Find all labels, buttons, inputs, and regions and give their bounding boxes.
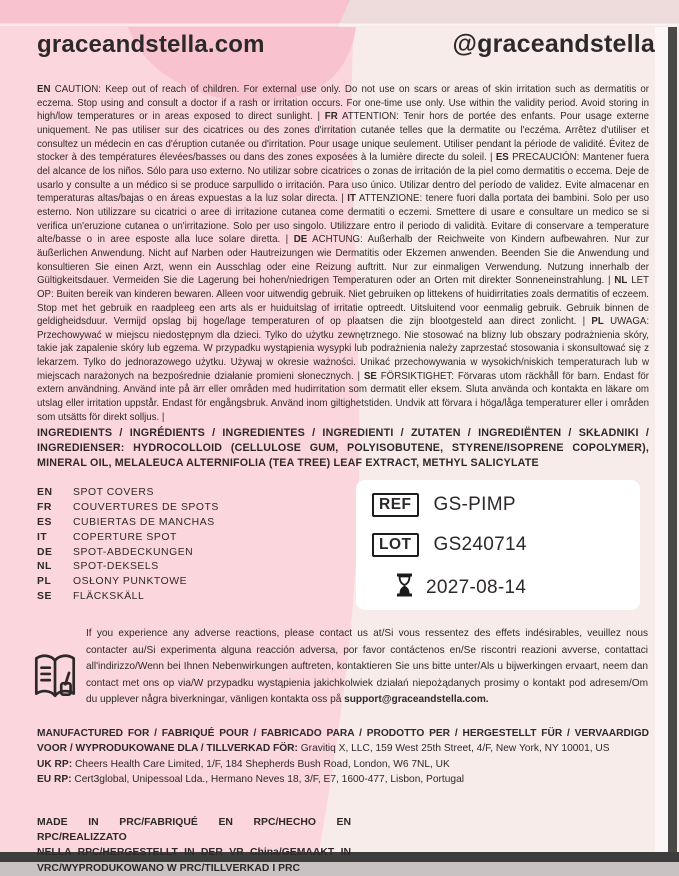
caution-segment: CAUTION: Keep out of reach of children. For external use only. Do not use on scars or areas of skin irritation such as dermatitis or eczema. Stop using and consult a doctor if a rash or irritation occurs. For one-time use only. Use within the validity period. Avoid storing in high/low temperatures or in areas exposed to direct sunlight. | xyxy=(37,84,649,123)
language-code: PL xyxy=(591,316,604,328)
product-name-label: COUVERTURES DE SPOTS xyxy=(73,501,219,513)
product-name-row xyxy=(37,532,219,547)
manufactured-for-line xyxy=(37,726,649,757)
language-code: NL xyxy=(37,561,52,573)
eu-rp-value: Cert3global, Unipessoal Lda., Hermano Neves 18, 3/F, E7, 1600-477, Lisbon, Portugal xyxy=(74,774,464,786)
instructions-booklet-icon xyxy=(33,649,77,708)
made-in-line: MADE IN PRC/FABRIQUÉ EN RPC/HECHO EN RPC/REALIZZATO xyxy=(37,817,351,844)
product-name-row xyxy=(37,547,219,562)
language-code: PL xyxy=(37,576,52,588)
product-name-row xyxy=(37,561,219,576)
ref-lot-card xyxy=(356,480,640,610)
lot-row xyxy=(372,533,527,557)
language-code: FR xyxy=(324,111,338,123)
product-name-label: CUBIERTAS DE MANCHAS xyxy=(73,516,215,528)
ingredients-text: INGREDIENTS / INGRÉDIENTS / INGREDIENTES / INGREDIENTI / ZUTATEN / INGREDIËNTEN / SKŁADNIKI / INGREDIENSER: HYDROCOLLOID (CELLULOSE GUM, POLYISOBUTENE, STYRENE/ISOPRENE COPOLYMER), MINERAL OIL, MELALEUCA ALTERNIFOLIA (TEA TREE) LEAF EXTRACT, METHYL SALICYLATE xyxy=(37,427,649,469)
caution-segment: ATTENTION: Tenir hors de portée des enfants. Pour usage externe uniquement. Ne pas utiliser sur des cicatrices ou des zones d'irritation cutanée telles que la dermatite ou l'eczéma. Arrêtez d'utiliser et consultez un médecin en cas d'éruption cutanée ou d'irritation. Pour usage unique seulement. Utiliser pendant la période de validité. Évitez de stocker à des températures élevées/basses ou dans des zones exposées à la lumière directe du soleil. | xyxy=(37,111,649,164)
product-name-row xyxy=(37,591,219,606)
manufactured-for-value: Gravitiq X, LLC, 159 West 25th Street, 4/F, New York, NY 10001, US xyxy=(300,743,610,755)
caution-segment: ATTENZIONE: tenere fuori dalla portata dei bambini. Solo per uso esterno. Non utilizzare su cicatrici o aree di irritazione cutanea come dermatiti o eczemi. Smettere di usare e consultare un medico se si verifica un'eruzione cutanea o un'irritazione. Solo per uso singolo. Utilizzare entro il periodo di validità. Evitare di conservare a temperature alte/basse o in aree esposte alla luce solare diretta. | xyxy=(37,193,649,246)
caution-segment: ACHTUNG: Außerhalb der Reichweite von Kindern aufbewahren. Nur zur äußerlichen Anwendung. Nicht auf Narben oder Hautreizungen wie Dermatitis oder Ekzemen anwenden. Beenden Sie die Anwendung und konsultieren Sie einen Arzt, wenn ein Ausschlag oder eine Reizung auftritt. Nur zur einmaligen Verwendung. Nutzung innerhalb der Gültigkeitsdauer. Vermeiden Sie die Lagerung bei hohen/niedrigen Temperaturen oder an Orten mit direkter Sonneneinstrahlung. | xyxy=(37,234,649,287)
support-email: support@graceandstella.com. xyxy=(344,694,489,706)
made-in-line: NELLA RPC/HERGESTELLT IN DER VR China/GEMAAKT IN xyxy=(37,847,351,859)
ref-row xyxy=(372,493,516,517)
social-handle: @graceandstella xyxy=(452,30,655,58)
manufacturer-block xyxy=(37,726,649,788)
made-in-block xyxy=(37,815,351,876)
uk-rp-line xyxy=(37,757,649,772)
language-code: FR xyxy=(37,501,52,513)
eu-rp-line xyxy=(37,772,649,787)
product-name-row xyxy=(37,576,219,591)
language-code: ES xyxy=(495,152,509,164)
product-name-label: SPOT-ABDECKUNGEN xyxy=(73,546,194,558)
made-in-line: VRC/WYPRODUKOWANO W PRC/TILLVERKAD I PRC xyxy=(37,862,301,874)
language-code: NL xyxy=(614,275,628,287)
expiry-date: 2027-08-14 xyxy=(426,576,527,598)
lot-symbol: LOT xyxy=(372,533,419,557)
website-url: graceandstella.com xyxy=(37,31,265,58)
caution-segment: FÖRSIKTIGHET: Förvaras utom räckhåll för barn. Endast för extern användning. Använd inte på ärr eller områden med hudirritation som dermatit eller eksem. Sluta använda och kontakta en läkare om utslag eller irritation uppstår. Endast för engångsbruk. Använd inom giltighetstiden. Undvik att förvara i höga/låga temperaturer eller i områden som utsätts för direkt solljus. | xyxy=(37,370,649,423)
product-name-row xyxy=(37,517,219,532)
uk-rp-value: Cheers Health Care Limited, 1/F, 184 Shepherds Bush Road, London, W6 7NL, UK xyxy=(74,758,450,770)
hourglass-icon xyxy=(396,573,413,602)
language-code: IT xyxy=(37,531,48,543)
ref-symbol: REF xyxy=(372,493,419,517)
product-name-label: SPOT COVERS xyxy=(73,487,154,498)
language-code: SE xyxy=(363,370,377,382)
product-name-label: OSŁONY PUNKTOWE xyxy=(73,576,188,588)
caution-segment: UWAGA: Przechowywać w miejscu niedostępnym dla dzieci. Tylko do użytku zewnętrznego. Nie stosować na blizny lub obszary podrażnienia skóry, takie jak zapalenie skóry lub egzema. W przypadku wystąpienia wysypki lub podrażnienia należy zaprzestać stosowania i skonsultować się z lekarzem. Tylko do jednorazowego użytku. Używaj w okresie ważności. Unikać przechowywania w wysokich/niskich temperaturach lub w miejscach narażonych na bezpośrednie działanie promieni słonecznych. | xyxy=(37,316,650,382)
product-name-label: FLÄCKSKÄLL xyxy=(73,591,145,603)
language-code: SE xyxy=(37,591,52,603)
product-name-label: COPERTURE SPOT xyxy=(73,531,177,543)
adverse-body: If you experience any adverse reactions, please contact us at/Si vous ressentez des effets indésirables, veuillez nous contacter au/Si experimenta alguna reacción adversa, por favor contáctenos en/Se riscontri reazioni avverse, contattaci all'indirizzo/Wenn bei Ihnen Nebenwirkungen auftreten, kontaktieren Sie uns bitte unter/Als u bijwerkingen ervaart, neem dan contact met ons op via/W przypadku wystąpienia jakichkolwiek działań niepożądanych prosimy o kontakt pod adresem/Om du upplever några biverkningar, vänligen kontakta oss på xyxy=(86,628,648,706)
language-code: EN xyxy=(37,487,53,498)
ref-value: GS-PIMP xyxy=(433,493,516,515)
language-code: DE xyxy=(293,234,308,246)
lot-value: GS240714 xyxy=(433,533,527,555)
uk-rp-label: UK RP: xyxy=(37,758,73,770)
adverse-reactions-text xyxy=(86,626,648,709)
expiry-row xyxy=(396,573,526,602)
caution-segment: LET OP: Buiten bereik van kinderen bewaren. Alleen voor uitwendig gebruik. Niet gebruiken op littekens of huidirritaties zoals dermatitis of eczeem. Stop met het gebruik en raadpleeg een arts als er huiduitslag of irritatie optreedt. Uitsluitend voor eenmalig gebruik. Gebruik binnen de geldigheidsduur. Vermijd opslag bij hoge/lage temperaturen of op plaatsen die zijn blootgesteld aan direct zonlicht. | xyxy=(37,275,649,328)
language-code: IT xyxy=(347,193,356,205)
product-name-label: SPOT-DEKSELS xyxy=(73,561,159,573)
product-name-row xyxy=(37,502,219,517)
eu-rp-label: EU RP: xyxy=(37,774,72,786)
language-code: DE xyxy=(37,546,53,558)
product-name-list xyxy=(37,487,219,606)
language-code: ES xyxy=(37,516,52,528)
language-code: EN xyxy=(37,84,51,95)
product-name-row xyxy=(37,487,219,502)
manufactured-for-label: MANUFACTURED FOR / FABRIQUÉ POUR / FABRICADO PARA / PRODOTTO PER / HERGESTELLT FÜR / VERVAARDIGD VOOR / WYPRODUKOWANE DLA / TILLVERKAD FÖR: xyxy=(37,728,649,755)
caution-text xyxy=(37,83,649,424)
caution-segment: PRECAUCIÓN: Mantener fuera del alcance de los niños. Sólo para uso externo. No utilizar sobre cicatrices o zonas de irritación de la piel como dermatitis o eccema. Deje de usarlo y consulte a un médico si se produce sarpullido o irritación. Para uso único. Utilizar dentro del período de validez. Evite almacenar en temperaturas altas/bajas o en áreas expuestas a la luz solar directa. | xyxy=(37,152,649,205)
